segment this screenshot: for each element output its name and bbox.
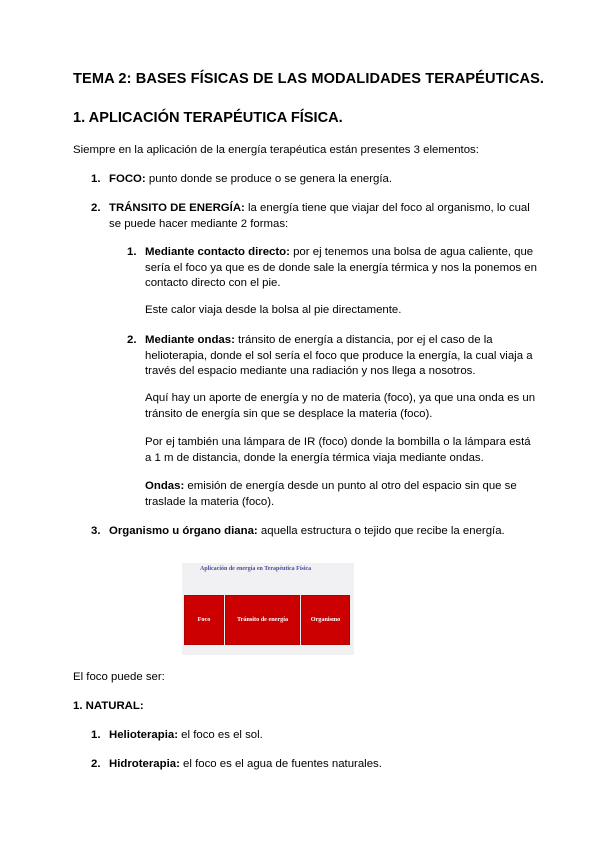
definition: por ej tenemos una bolsa de agua caliente, que	[289, 246, 534, 258]
term: FOCO:	[109, 173, 146, 185]
natural-heading: 1. NATURAL:	[73, 700, 144, 712]
sublist-paragraph: Este calor viaja desde la bolsa al pie directamente.	[145, 304, 402, 316]
paragraph-line: Por ej también una lámpara de IR (foco) donde la bombilla o la lámpara está	[145, 436, 531, 448]
definition-line: traslade la materia (foco).	[145, 495, 275, 508]
term: Mediante contacto directo:	[145, 246, 290, 258]
paragraph-line: tránsito de energía sin que se desplace la materia (foco).	[145, 407, 433, 420]
list-item-organismo	[109, 524, 505, 540]
term: TRÁNSITO DE ENERGÍA:	[109, 202, 245, 214]
definition-line: través del espacio mediante una radiación y nos llega a nosotros.	[145, 365, 476, 377]
ondas-definition	[145, 479, 517, 510]
term: Mediante ondas:	[145, 334, 235, 346]
list-number: 1.	[91, 173, 101, 185]
term: Helioterapia:	[109, 729, 178, 741]
diagram-box-transito: Tránsito de energía	[225, 595, 300, 645]
definition: tránsito de energía a distancia, por ej el caso de la	[234, 334, 493, 346]
term: Hidroterapia:	[109, 758, 180, 770]
list-number: 2.	[127, 334, 137, 346]
definition: el foco es el agua de fuentes naturales.	[179, 758, 382, 770]
diagram-box-foco: Foco	[184, 595, 224, 645]
diagram-box-organismo: Organismo	[301, 595, 350, 645]
definition: el foco es el sol.	[178, 729, 263, 741]
definition: punto donde se produce o se genera la energía.	[145, 173, 393, 185]
definition: la energía tiene que viajar del foco al organismo, lo cual	[244, 202, 530, 214]
page-title: TEMA 2: BASES FÍSICAS DE LAS MODALIDADES TERAPÉUTICAS.	[73, 71, 545, 87]
definition-line: contacto directo con el pie.	[145, 277, 281, 289]
term: Organismo u órgano diana:	[109, 525, 258, 537]
list-item-helioterapia	[109, 728, 263, 744]
term: Ondas:	[145, 480, 185, 492]
definition: emisión de energía desde un punto al otro del espacio sin que se	[184, 480, 517, 492]
sublist-item-ondas	[145, 333, 533, 380]
figure-title: Aplicación de energía en Terapéutica Física	[200, 566, 312, 572]
list-number: 1.	[127, 246, 137, 258]
sublist-paragraph	[145, 391, 535, 422]
list-number: 3.	[91, 525, 101, 537]
focus-intro: El foco puede ser:	[73, 671, 165, 683]
definition-line: sería el foco ya que es de donde sale la energía térmica y nos la ponemos en	[145, 261, 537, 274]
list-number: 2.	[91, 202, 101, 214]
list-item-transito	[109, 201, 530, 232]
list-number: 2.	[91, 758, 101, 770]
list-item-foco	[109, 172, 392, 188]
sublist-paragraph	[145, 435, 531, 466]
intro-paragraph: Siempre en la aplicación de la energía terapéutica están presentes 3 elementos:	[73, 144, 479, 156]
paragraph-line: Aquí hay un aporte de energía y no de materia (foco), ya que una onda es un	[145, 392, 536, 404]
sublist-item-contacto	[145, 245, 537, 292]
paragraph-line: a 1 m de distancia, donde la energía térmica viaja mediante ondas.	[145, 451, 484, 464]
definition-line: helioterapia, donde el sol sería el foco que produce la energía, la cual viaja a	[145, 349, 533, 362]
list-item-hidroterapia	[109, 757, 382, 773]
list-number: 1.	[91, 729, 101, 741]
energy-diagram-figure	[182, 563, 354, 655]
definition-continued: se puede hacer mediante 2 formas:	[109, 217, 289, 230]
definition: aquella estructura o tejido que recibe la energía.	[257, 525, 505, 537]
section-heading: 1. APLICACIÓN TERAPÉUTICA FÍSICA.	[73, 110, 343, 126]
